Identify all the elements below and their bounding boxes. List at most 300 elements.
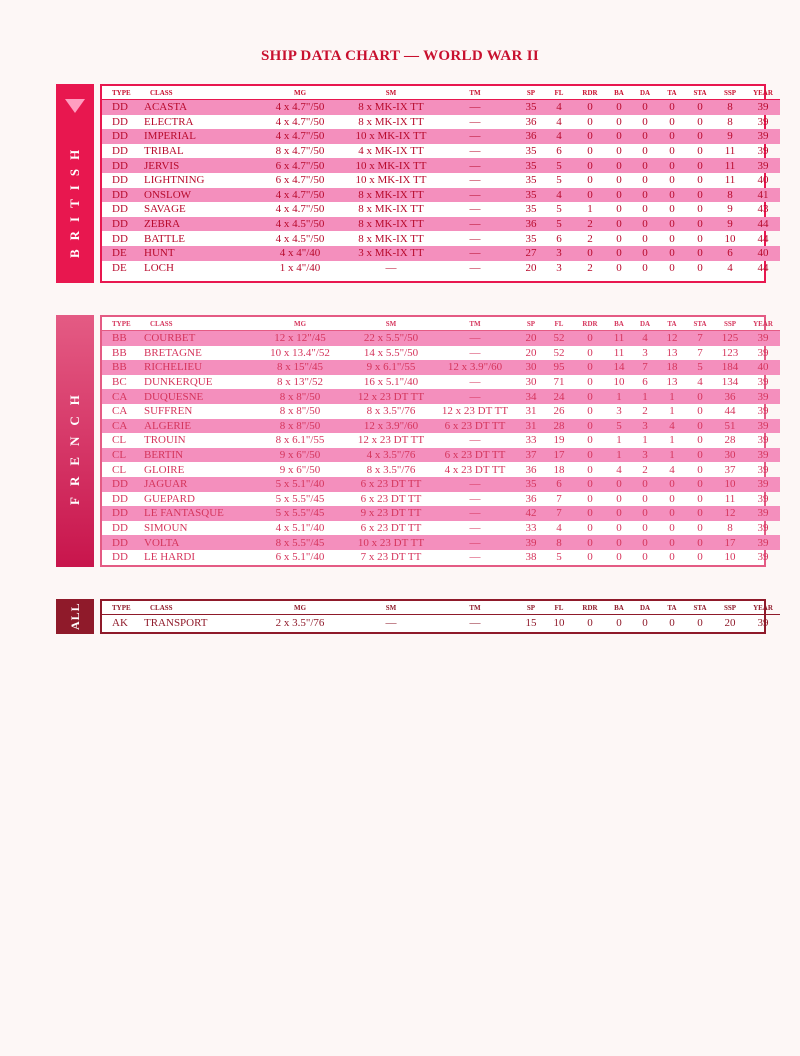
cell-sta: 0 <box>697 616 703 629</box>
cell-year: 39 <box>746 100 780 115</box>
cell-sta: 0 <box>686 100 714 115</box>
cell-type: DE <box>112 261 127 274</box>
cell-sm: 4 x 3.5"/76 <box>350 448 432 463</box>
cell-mg: 4 x 4.7"/50 <box>275 115 325 128</box>
page-title: SHIP DATA CHART — WORLD WAR II <box>261 48 539 64</box>
cell-ssp: 184 <box>714 360 746 375</box>
cell-ta: 0 <box>669 232 675 245</box>
french-tab <box>56 315 94 567</box>
cell-type: DD <box>102 535 140 550</box>
cell-type: DD <box>112 115 128 128</box>
cell-type: DD <box>102 477 140 492</box>
cell-ssp: 12 <box>714 506 746 521</box>
cell-tm: 12 x 3.9"/60 <box>432 360 518 375</box>
cell-class: ELECTRA <box>144 115 194 128</box>
column-header-year: YEAR <box>746 601 780 615</box>
cell-sp: 39 <box>518 535 544 550</box>
header-row <box>102 317 780 331</box>
cell-rdr: 0 <box>574 158 606 173</box>
cell-mg: 5 x 5.1"/40 <box>250 477 350 492</box>
cell-ssp: 10 <box>724 551 736 564</box>
cell-class: DUQUESNE <box>140 389 250 404</box>
cell-type: DD <box>102 188 140 203</box>
all-table-frame <box>100 599 773 634</box>
cell-fl: 6 <box>556 145 562 158</box>
column-header-sm: SM <box>350 317 432 331</box>
cell-sp: 35 <box>518 158 544 173</box>
cell-sm: 6 x 23 DT TT <box>350 477 432 492</box>
cell-ssp: 6 <box>714 246 746 261</box>
table-row <box>102 115 780 130</box>
cell-class: COURBET <box>140 331 250 346</box>
cell-da: 0 <box>642 492 648 505</box>
cell-type: DD <box>112 522 128 535</box>
cell-da: 0 <box>642 551 648 564</box>
cell-ssp: 125 <box>714 331 746 346</box>
cell-sta: 7 <box>697 346 703 359</box>
cell-sp: 36 <box>525 492 537 505</box>
cell-ta: 0 <box>658 535 686 550</box>
column-header-sta: STA <box>686 86 714 100</box>
column-header-ta: TA <box>658 317 686 331</box>
cell-ssp: 8 <box>727 522 733 535</box>
cell-ta: 0 <box>658 477 686 492</box>
column-header-rdr: RDR <box>574 86 606 100</box>
cell-class: ALGERIE <box>140 419 250 434</box>
cell-rdr: 0 <box>587 551 593 564</box>
cell-rdr: 0 <box>587 616 593 629</box>
british-table <box>102 86 780 275</box>
cell-type: DD <box>112 492 128 505</box>
cell-year: 39 <box>746 535 780 550</box>
cell-fl: 17 <box>544 448 574 463</box>
cell-ta: 1 <box>658 448 686 463</box>
cell-ssp: 51 <box>714 419 746 434</box>
cell-sta: 0 <box>686 158 714 173</box>
cell-da: 0 <box>632 506 658 521</box>
cell-class: BATTLE <box>144 232 185 245</box>
cell-class: LIGHTNING <box>144 174 205 187</box>
cell-ssp: 30 <box>714 448 746 463</box>
column-header-ba: BA <box>606 601 632 615</box>
cell-fl: 18 <box>553 463 565 476</box>
triangle-down-icon <box>65 99 85 113</box>
cell-ba: 4 <box>616 463 622 476</box>
cell-sp: 27 <box>518 246 544 261</box>
cell-sm: 10 x MK-IX TT <box>350 129 432 144</box>
cell-tm: — <box>432 535 518 550</box>
cell-type: DD <box>112 174 128 187</box>
cell-da: 0 <box>632 535 658 550</box>
table-row <box>102 188 780 203</box>
french-table-frame <box>100 315 773 567</box>
cell-da: 0 <box>642 616 648 629</box>
cell-sp: 31 <box>525 405 537 418</box>
cell-ta: 4 <box>658 419 686 434</box>
cell-year: 44 <box>757 232 769 245</box>
cell-mg: 8 x 8"/50 <box>279 405 321 418</box>
cell-ssp: 28 <box>724 434 736 447</box>
cell-ssp: 36 <box>714 389 746 404</box>
cell-rdr: 0 <box>587 376 593 389</box>
cell-year: 39 <box>757 434 769 447</box>
cell-ba: 0 <box>616 115 622 128</box>
cell-year: 39 <box>757 145 769 158</box>
british-tab <box>56 84 94 283</box>
cell-sm: 22 x 5.5"/50 <box>350 331 432 346</box>
cell-ta: 13 <box>666 346 678 359</box>
cell-ssp: 9 <box>714 217 746 232</box>
cell-class: LOCH <box>144 261 174 274</box>
table-row <box>102 550 780 565</box>
column-header-ssp: SSP <box>714 601 746 615</box>
cell-tm: 4 x 23 DT TT <box>444 463 506 476</box>
cell-tm: — <box>432 389 518 404</box>
cell-class: TRIBAL <box>144 145 184 158</box>
cell-type: CA <box>102 419 140 434</box>
cell-rdr: 2 <box>587 261 593 274</box>
cell-da: 7 <box>632 360 658 375</box>
cell-mg: 2 x 3.5"/76 <box>275 616 325 629</box>
cell-class: IMPERIAL <box>140 129 250 144</box>
cell-rdr: 0 <box>587 434 593 447</box>
cell-ba: 0 <box>616 261 622 274</box>
cell-type: DD <box>112 551 128 564</box>
cell-sp: 38 <box>525 551 537 564</box>
cell-type: DE <box>102 246 140 261</box>
all-tab <box>56 599 94 634</box>
cell-sp: 34 <box>518 389 544 404</box>
cell-tm: — <box>432 129 518 144</box>
cell-sm: 14 x 5.5"/50 <box>363 346 419 359</box>
cell-sm: 4 x MK-IX TT <box>358 145 424 158</box>
cell-sta: 0 <box>686 188 714 203</box>
cell-sta: 0 <box>686 246 714 261</box>
cell-year: 43 <box>757 203 769 216</box>
cell-tm: 12 x 23 DT TT <box>441 405 509 418</box>
cell-da: 0 <box>642 522 648 535</box>
cell-mg: 4 x 4.7"/50 <box>250 188 350 203</box>
cell-sp: 35 <box>525 145 537 158</box>
cell-sm: 12 x 3.9"/60 <box>350 419 432 434</box>
cell-ba: 11 <box>606 331 632 346</box>
column-header-tm: TM <box>432 86 518 100</box>
cell-fl: 4 <box>544 129 574 144</box>
cell-da: 0 <box>642 174 648 187</box>
cell-class: VOLTA <box>140 535 250 550</box>
cell-rdr: 0 <box>587 174 593 187</box>
cell-tm: — <box>469 492 481 505</box>
cell-fl: 5 <box>556 551 562 564</box>
cell-fl: 4 <box>544 100 574 115</box>
cell-sm: 10 x MK-IX TT <box>350 158 432 173</box>
cell-fl: 4 <box>544 188 574 203</box>
cell-rdr: 0 <box>574 246 606 261</box>
table-row <box>102 231 780 246</box>
cell-rdr: 0 <box>574 100 606 115</box>
cell-fl: 3 <box>544 246 574 261</box>
cell-fl: 71 <box>553 376 565 389</box>
table-row <box>102 261 780 276</box>
cell-sta: 7 <box>686 331 714 346</box>
cell-sm: 9 x 6.1"/55 <box>350 360 432 375</box>
cell-ta: 0 <box>669 174 675 187</box>
column-header-sm: SM <box>350 601 432 615</box>
cell-sp: 33 <box>525 522 537 535</box>
cell-ba: 1 <box>606 389 632 404</box>
cell-fl: 5 <box>556 174 562 187</box>
cell-class: GLOIRE <box>144 463 185 476</box>
cell-sp: 35 <box>525 174 537 187</box>
french-section <box>56 315 773 567</box>
cell-sp: 15 <box>525 616 537 629</box>
cell-tm: — <box>432 158 518 173</box>
cell-mg: 5 x 5.5"/45 <box>275 492 325 505</box>
cell-ssp: 11 <box>724 174 736 187</box>
cell-sta: 4 <box>697 376 703 389</box>
cell-fl: 52 <box>544 331 574 346</box>
cell-mg: 8 x 4.7"/50 <box>275 145 325 158</box>
cell-sta: 0 <box>697 115 703 128</box>
cell-sta: 0 <box>686 419 714 434</box>
table-row <box>102 360 780 375</box>
cell-year: 39 <box>757 405 769 418</box>
cell-sm: 10 x MK-IX TT <box>355 174 427 187</box>
cell-sp: 33 <box>525 434 537 447</box>
column-header-year: YEAR <box>746 86 780 100</box>
cell-tm: — <box>469 346 481 359</box>
cell-year: 39 <box>757 522 769 535</box>
cell-ba: 0 <box>606 535 632 550</box>
cell-sm: 8 x MK-IX TT <box>358 115 424 128</box>
cell-tm: — <box>432 246 518 261</box>
cell-fl: 5 <box>556 203 562 216</box>
cell-type: DD <box>102 158 140 173</box>
french-tab-label: FRENCH <box>67 384 82 506</box>
cell-ba: 0 <box>616 174 622 187</box>
cell-ta: 0 <box>669 203 675 216</box>
cell-class: BERTIN <box>140 448 250 463</box>
cell-sp: 20 <box>518 331 544 346</box>
cell-sp: 42 <box>518 506 544 521</box>
cell-da: 3 <box>632 419 658 434</box>
cell-sp: 35 <box>518 477 544 492</box>
all-tab-label: ALL <box>68 602 82 631</box>
cell-sp: 36 <box>518 129 544 144</box>
cell-ta: 0 <box>658 246 686 261</box>
cell-type: DD <box>102 506 140 521</box>
cell-ssp: 8 <box>714 100 746 115</box>
cell-tm: — <box>469 434 481 447</box>
cell-ta: 0 <box>669 145 675 158</box>
cell-fl: 6 <box>544 477 574 492</box>
cell-tm: — <box>432 506 518 521</box>
table-row <box>102 404 780 419</box>
cell-rdr: 0 <box>587 522 593 535</box>
cell-tm: — <box>469 232 481 245</box>
cell-ba: 0 <box>616 492 622 505</box>
cell-class: TRANSPORT <box>144 616 208 629</box>
cell-fl: 5 <box>544 217 574 232</box>
cell-year: 39 <box>746 419 780 434</box>
cell-mg: 8 x 5.5"/45 <box>250 535 350 550</box>
cell-sta: 0 <box>697 492 703 505</box>
cell-mg: 10 x 13.4"/52 <box>270 346 330 359</box>
cell-year: 39 <box>746 506 780 521</box>
cell-rdr: 0 <box>574 477 606 492</box>
cell-class: DUNKERQUE <box>144 376 213 389</box>
cell-ssp: 17 <box>714 535 746 550</box>
cell-sm: 7 x 23 DT TT <box>360 551 422 564</box>
cell-ba: 0 <box>606 246 632 261</box>
cell-mg: 12 x 12"/45 <box>250 331 350 346</box>
column-header-tm: TM <box>432 601 518 615</box>
cell-class: LE HARDI <box>144 551 196 564</box>
cell-da: 3 <box>632 448 658 463</box>
cell-sm: 8 x 3.5"/76 <box>366 405 416 418</box>
cell-sm: 8 x MK-IX TT <box>350 100 432 115</box>
cell-year: 39 <box>757 492 769 505</box>
cell-year: 39 <box>757 376 769 389</box>
cell-tm: — <box>469 551 481 564</box>
cell-ta: 1 <box>658 389 686 404</box>
cell-type: BB <box>112 346 127 359</box>
cell-sta: 0 <box>697 405 703 418</box>
cell-rdr: 0 <box>587 492 593 505</box>
column-header-mg: MG <box>250 317 350 331</box>
cell-fl: 26 <box>553 405 565 418</box>
cell-type: DD <box>102 100 140 115</box>
cell-year: 39 <box>757 115 769 128</box>
cell-class: JAGUAR <box>140 477 250 492</box>
cell-rdr: 0 <box>574 389 606 404</box>
table-row <box>102 448 780 463</box>
cell-sta: 0 <box>686 389 714 404</box>
cell-year: 39 <box>746 448 780 463</box>
cell-mg: 8 x 8"/50 <box>250 419 350 434</box>
cell-type: DD <box>112 232 128 245</box>
cell-class: ACASTA <box>140 100 250 115</box>
cell-class: TROUIN <box>144 434 186 447</box>
table-row <box>102 173 780 188</box>
cell-ssp: 8 <box>727 115 733 128</box>
cell-ssp: 11 <box>724 492 736 505</box>
cell-mg: 8 x 13"/52 <box>276 376 324 389</box>
cell-fl: 28 <box>544 419 574 434</box>
cell-mg: 6 x 4.7"/50 <box>275 174 325 187</box>
cell-ta: 0 <box>669 261 675 274</box>
cell-mg: 4 x 4.7"/50 <box>275 203 325 216</box>
cell-ba: 0 <box>616 616 622 629</box>
cell-sta: 0 <box>697 463 703 476</box>
cell-tm: — <box>469 522 481 535</box>
cell-sta: 0 <box>697 522 703 535</box>
cell-rdr: 2 <box>574 217 606 232</box>
cell-year: 40 <box>746 246 780 261</box>
cell-sta: 0 <box>697 232 703 245</box>
cell-tm: — <box>469 203 481 216</box>
cell-da: 0 <box>642 261 648 274</box>
cell-sm: 10 x 23 DT TT <box>350 535 432 550</box>
cell-ssp: 9 <box>714 129 746 144</box>
table-row <box>102 477 780 492</box>
cell-sta: 0 <box>686 535 714 550</box>
table-row <box>102 492 780 507</box>
cell-sm: 8 x MK-IX TT <box>358 232 424 245</box>
column-header-tm: TM <box>432 317 518 331</box>
cell-rdr: 0 <box>587 405 593 418</box>
cell-sm: 16 x 5.1"/40 <box>363 376 419 389</box>
cell-type: DD <box>112 203 128 216</box>
cell-class: BRETAGNE <box>144 346 202 359</box>
cell-tm: 6 x 23 DT TT <box>432 419 518 434</box>
cell-sp: 35 <box>518 188 544 203</box>
cell-ba: 10 <box>613 376 625 389</box>
cell-da: 0 <box>642 232 648 245</box>
cell-year: 39 <box>757 346 769 359</box>
cell-mg: 4 x 4"/40 <box>250 246 350 261</box>
cell-ssp: 11 <box>714 158 746 173</box>
cell-ba: 0 <box>606 100 632 115</box>
cell-type: BC <box>112 376 127 389</box>
cell-mg: 5 x 5.5"/45 <box>250 506 350 521</box>
cell-mg: 8 x 6.1"/55 <box>275 434 325 447</box>
cell-sta: 0 <box>697 174 703 187</box>
cell-fl: 8 <box>544 535 574 550</box>
cell-ta: 0 <box>669 115 675 128</box>
table-row <box>102 535 780 550</box>
cell-mg: 6 x 4.7"/50 <box>250 158 350 173</box>
column-header-da: DA <box>632 317 658 331</box>
cell-sta: 0 <box>697 203 703 216</box>
cell-rdr: 0 <box>574 331 606 346</box>
cell-da: 1 <box>642 434 648 447</box>
cell-da: 2 <box>642 463 648 476</box>
cell-ta: 0 <box>658 158 686 173</box>
cell-sta: 0 <box>697 434 703 447</box>
cell-class: LE FANTASQUE <box>140 506 250 521</box>
cell-sp: 31 <box>518 419 544 434</box>
cell-da: 2 <box>642 405 648 418</box>
cell-ba: 1 <box>616 434 622 447</box>
cell-ba: 0 <box>606 477 632 492</box>
cell-sm: 6 x 23 DT TT <box>360 522 422 535</box>
cell-sp: 37 <box>518 448 544 463</box>
cell-class: HUNT <box>140 246 250 261</box>
cell-class: ONSLOW <box>140 188 250 203</box>
table-row <box>102 202 780 217</box>
cell-sm: 6 x 23 DT TT <box>360 492 422 505</box>
cell-tm: — <box>432 100 518 115</box>
cell-sm: 8 x MK-IX TT <box>350 188 432 203</box>
cell-tm: — <box>469 376 481 389</box>
cell-mg: 8 x 15"/45 <box>250 360 350 375</box>
cell-da: 0 <box>642 203 648 216</box>
cell-ba: 0 <box>606 506 632 521</box>
cell-ssp: 44 <box>724 405 736 418</box>
column-header-sp: SP <box>518 317 544 331</box>
cell-mg: 4 x 4.7"/50 <box>250 100 350 115</box>
cell-ta: 1 <box>669 405 675 418</box>
cell-sta: 0 <box>697 261 703 274</box>
cell-ba: 0 <box>616 145 622 158</box>
cell-da: 3 <box>642 346 648 359</box>
cell-type: DD <box>112 145 128 158</box>
cell-ta: 0 <box>658 100 686 115</box>
table-row <box>102 100 780 115</box>
cell-ssp: 8 <box>714 188 746 203</box>
column-header-mg: MG <box>250 601 350 615</box>
